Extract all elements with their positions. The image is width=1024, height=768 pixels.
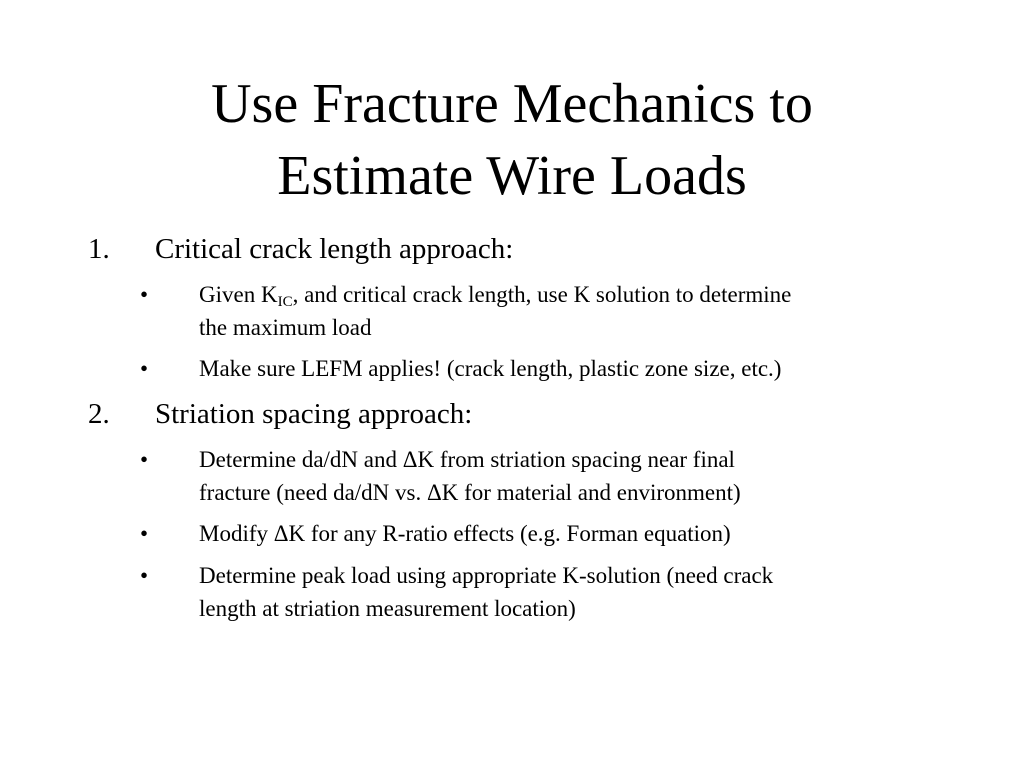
- bullet-text-post: , and critical crack length, use K solution to determine: [292, 282, 792, 307]
- title-line-2: Estimate Wire Loads: [277, 145, 747, 207]
- bullet-line-2: length at striation measurement location): [199, 596, 576, 621]
- bullet-icon: •: [140, 282, 149, 307]
- bullet-icon: •: [140, 521, 149, 546]
- bullet-line-2: the maximum load: [199, 315, 372, 340]
- bullet-text-pre: Given K: [199, 282, 278, 307]
- section-number: 1.: [88, 233, 110, 265]
- bullet-icon: •: [140, 356, 149, 381]
- section-number: 2.: [88, 398, 110, 430]
- bullet-line-1: Determine peak load using appropriate K-solution (need crack: [199, 563, 774, 588]
- bullet-icon: •: [140, 563, 149, 588]
- subscript-ic: IC: [277, 294, 293, 310]
- section-heading-text: Critical crack length approach:: [155, 233, 514, 265]
- title-line-1: Use Fracture Mechanics to: [211, 73, 813, 135]
- bullet-line-1: Make sure LEFM applies! (crack length, plastic zone size, etc.): [199, 356, 782, 381]
- bullet-line-1: Determine da/dN and ΔK from striation spacing near final: [199, 447, 735, 472]
- bullet-line-1: Modify ΔK for any R-ratio effects (e.g. Forman equation): [199, 521, 731, 546]
- slide-title: [0, 68, 1024, 212]
- bullet-line-1: [199, 278, 944, 311]
- bullet-icon: •: [140, 447, 149, 472]
- bullet-line-2: fracture (need da/dN vs. ΔK for material and environment): [199, 480, 741, 505]
- section-heading-text: Striation spacing approach:: [155, 398, 473, 430]
